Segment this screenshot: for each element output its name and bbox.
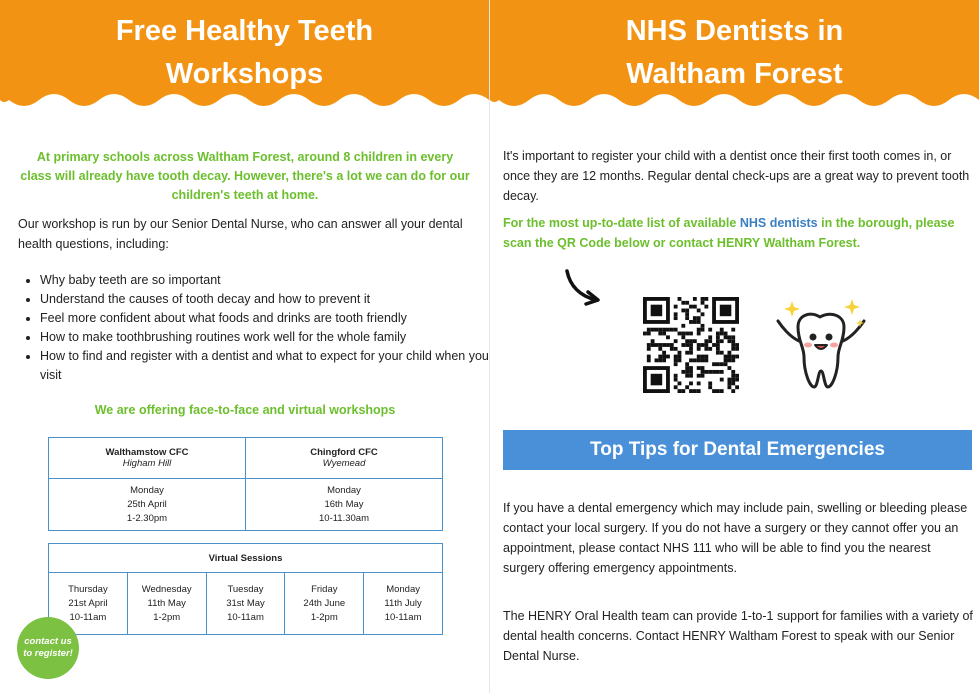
table-cell: Chingford CFC Wyemead (246, 438, 443, 479)
topics-list (24, 271, 489, 385)
table-cell: Walthamstow CFC Higham Hill (49, 438, 246, 479)
workshops-panel (0, 0, 489, 693)
workshops-banner (0, 0, 489, 125)
face-to-face-table (48, 437, 443, 531)
table-cell: Monday 16th May 10-11.30am (246, 479, 443, 531)
table-cell: Thursday 21st April 10-11am (49, 573, 128, 635)
nhs-title: NHS Dentists in Waltham Forest (625, 15, 844, 90)
list-item: • How to find and register with a dentist and what to expect for your child when you visit (40, 347, 489, 385)
table-cell: Monday 25th April 1-2.30pm (49, 479, 246, 531)
list-item: • Feel more confident about what foods and drinks are tooth friendly (40, 309, 489, 328)
emergency-text: If you have a dental emergency which may include pain, swelling or bleeding please contact your local surgery. If you do not have a surgery or they cannot offer you an appointment, please contact NHS 111 who will be able to find you the nearest surgery offering emergency appointments. (503, 501, 968, 575)
table-cell: Wednesday 11th May 1-2pm (127, 573, 206, 635)
virtual-sessions-title: Virtual Sessions (49, 544, 443, 573)
table-cell: Tuesday 31st May 10-11am (206, 573, 285, 635)
workshop-text: Our workshop is run by our Senior Dental Nurse, who can answer all your dental health questions, including: (18, 217, 463, 251)
arrow-icon (562, 268, 604, 310)
dentist-list-text: For the most up-to-date list of available NHS dentists in the borough, please scan the QR Code below or contact HENRY Waltham Forest. (503, 216, 955, 250)
contact-badge[interactable]: contact us to register! (17, 617, 79, 679)
table-cell: Friday 24th June 1-2pm (285, 573, 364, 635)
tips-title-bar: Top Tips for Dental Emergencies (503, 430, 972, 470)
table-cell: Monday 11th July 10-11am (364, 573, 443, 635)
offer-text: We are offering face-to-face and virtual workshops (94, 403, 396, 417)
list-item: • Why baby teeth are so important (40, 271, 489, 290)
intro-text: At primary schools across Waltham Forest, around 8 children in every class will already have tooth decay. However, there's a lot we can do for our children's teeth at home. (20, 150, 470, 202)
nhs-dentists-link[interactable]: NHS dentists (739, 216, 818, 230)
nhs-dentists-panel (490, 0, 979, 693)
virtual-sessions-table (48, 543, 443, 635)
henry-text: The HENRY Oral Health team can provide 1-to-1 support for families with a variety of dental health concerns. Contact HENRY Waltham Forest to speak with our Senior Dental Nurse. (503, 609, 973, 663)
workshops-title: Free Healthy Teeth Workshops (115, 15, 374, 90)
list-item: • How to make toothbrushing routines work well for the whole family (40, 328, 489, 347)
tooth-mascot-icon (768, 297, 876, 395)
qr-code[interactable] (643, 297, 739, 393)
register-text: It's important to register your child with a dentist once their first tooth comes in, or once they are 12 months. Regular dental check-ups are a great way to prevent tooth decay. (503, 149, 970, 203)
list-item: • Understand the causes of tooth decay and how to prevent it (40, 290, 489, 309)
nhs-banner (490, 0, 979, 125)
